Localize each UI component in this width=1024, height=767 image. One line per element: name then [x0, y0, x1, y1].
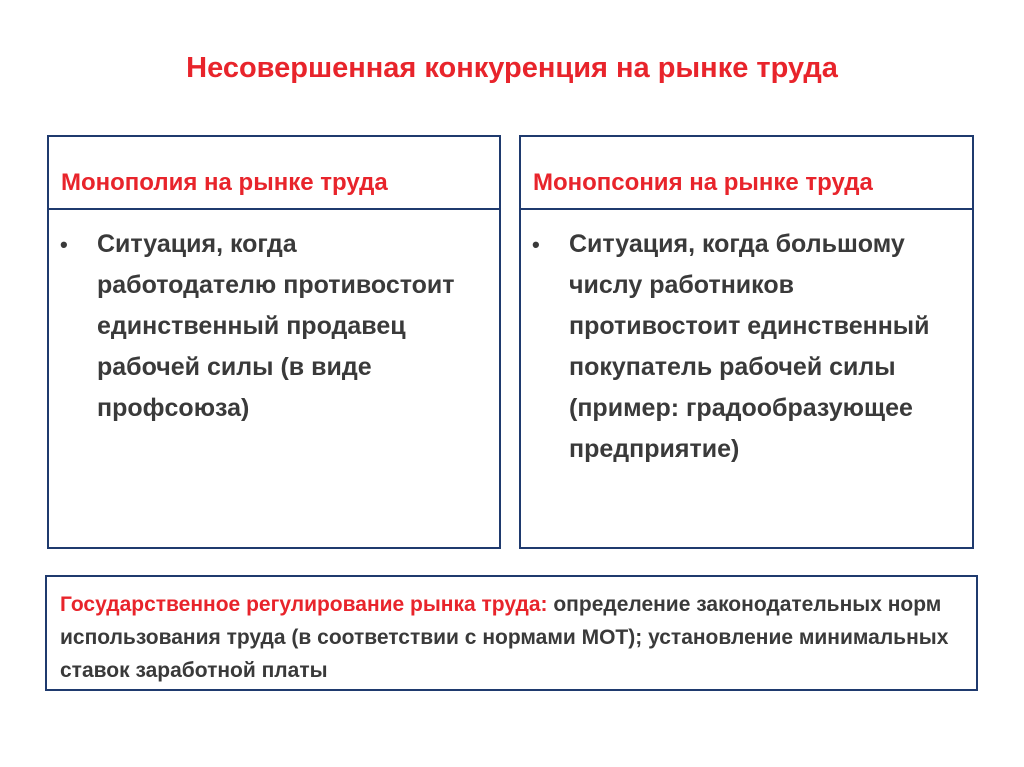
- regulation-box: [45, 575, 978, 691]
- monopsony-box: [519, 135, 974, 549]
- monopoly-body: [49, 210, 499, 429]
- monopoly-description: Ситуация, когда работодателю противостоит единственный продавец рабочей силы (в виде профсоюза): [97, 230, 455, 422]
- monopsony-description: Ситуация, когда большому числу работников противостоит единственный покупатель рабочей силы (пример: градообразующее предприятие): [569, 230, 930, 463]
- monopsony-heading: Монопсония на рынке труда: [521, 137, 972, 210]
- regulation-text: определение законодательных норм использования труда (в соответствии с нормами МОТ); установление минимальных ставок заработной платы: [60, 593, 949, 682]
- monopoly-box: [47, 135, 501, 549]
- slide-title: Несовершенная конкуренция на рынке труда: [186, 52, 838, 84]
- bullet-marker: •: [60, 232, 68, 257]
- monopoly-heading: Монополия на рынке труда: [49, 137, 499, 210]
- bullet-marker: •: [532, 232, 540, 257]
- regulation-label: Государственное регулирование рынка труда:: [60, 593, 548, 616]
- monopsony-body: [521, 210, 972, 470]
